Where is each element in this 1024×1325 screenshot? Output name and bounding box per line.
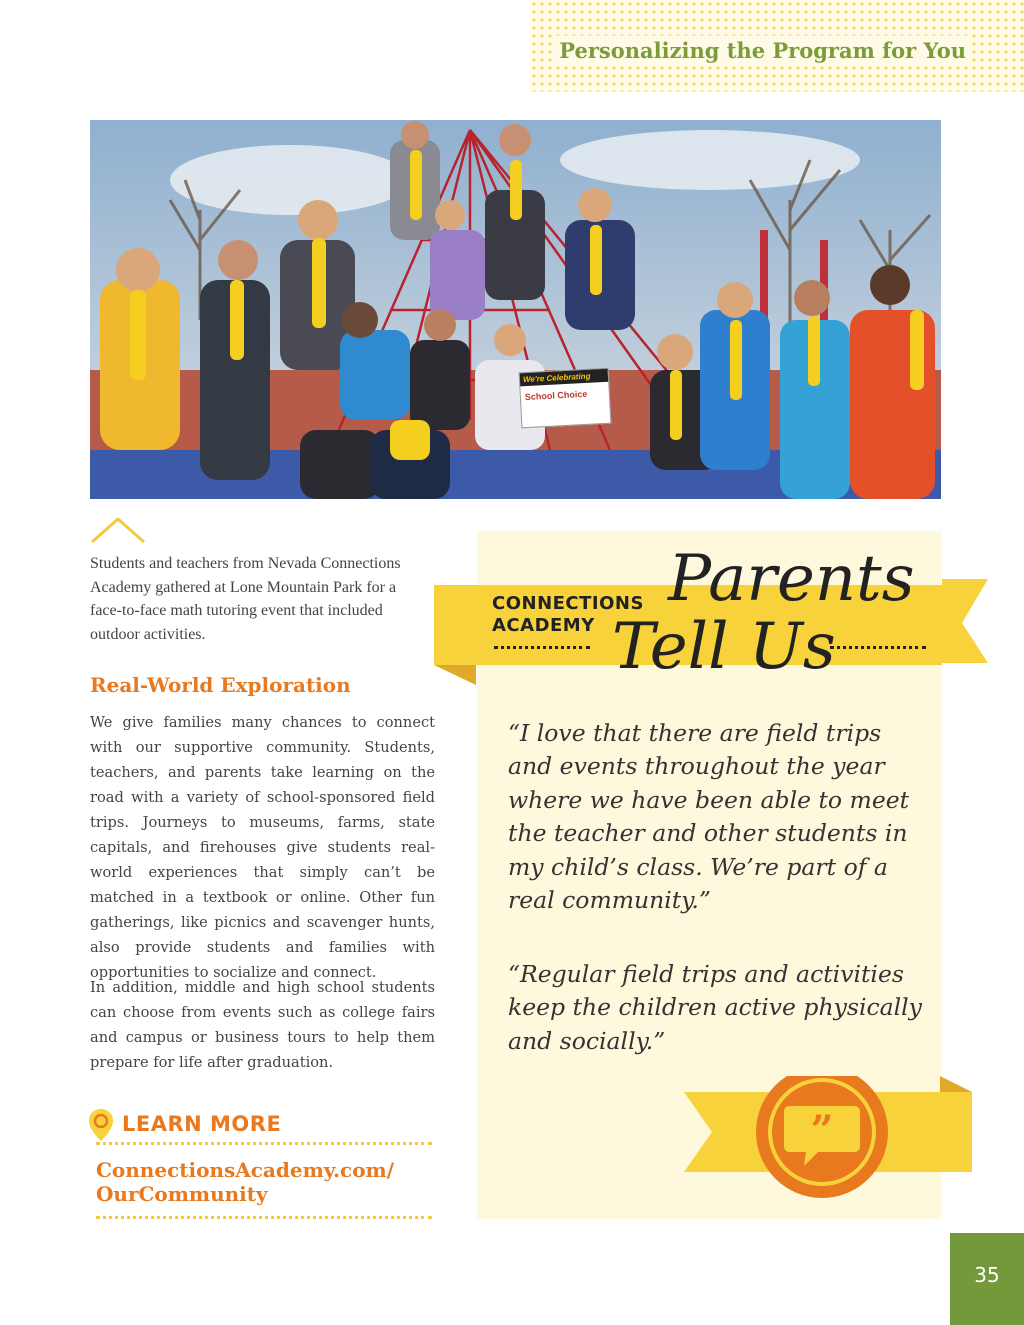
page-number: 35 bbox=[974, 1263, 1000, 1287]
body-paragraph-2: In addition, middle and high school students can choose from events such as college fairs and campus or business tours to help them prepare for life after graduation. bbox=[90, 979, 435, 1071]
sign-line-2: School Choice bbox=[524, 388, 588, 403]
section-title: Personalizing the Program for You bbox=[553, 36, 972, 65]
section-heading: Real-World Exploration bbox=[90, 673, 351, 697]
dotted-divider bbox=[494, 646, 590, 649]
page-number-tab bbox=[950, 1233, 1024, 1325]
brand-line-1: CONNECTIONS bbox=[492, 593, 644, 614]
chevron-up-icon bbox=[90, 516, 146, 544]
learn-more-url-line-2[interactable]: OurCommunity bbox=[96, 1182, 268, 1206]
panel-title-line-2: Tell Us bbox=[612, 610, 836, 684]
sign-line-1: We're Celebrating bbox=[520, 369, 609, 387]
header-dot-band bbox=[530, 0, 1024, 92]
panel-title-line-1: Parents bbox=[668, 542, 915, 616]
learn-more-link[interactable] bbox=[96, 1158, 394, 1206]
group-photo bbox=[90, 120, 941, 499]
dotted-divider bbox=[96, 1142, 432, 1145]
celebration-sign bbox=[519, 368, 612, 429]
quote-ribbon bbox=[684, 1076, 974, 1200]
testimonial-quote-2: “Regular field trips and activities keep the children active physically and socially.” bbox=[508, 960, 922, 1055]
photo-illustration bbox=[90, 120, 941, 499]
photo-caption: Students and teachers from Nevada Connections Academy gathered at Lone Mountain Park for a face-to-face math tutoring event that included outdoor activities. bbox=[90, 555, 401, 643]
learn-more-label: LEARN MORE bbox=[122, 1112, 282, 1136]
testimonial-quote-1: “I love that there are field trips and events throughout the year where we have been able to meet the teacher and other students in my child’s class. We’re part of a real community.” bbox=[508, 719, 910, 915]
quote-mark-icon: ” bbox=[810, 1107, 834, 1154]
dotted-divider bbox=[830, 646, 926, 649]
body-paragraph-1: We give families many chances to connect with our supportive community. Students, teachers, and parents take learning on the road with a variety of school-sponsored field trips. Journeys to museums, farms, state capitals, and firehouses give students real-world experiences that simply can’t be matched in a textbook or online. Other fun gatherings, like picnics and scavenger hunts, also provide students and families with opportunities to socialize and connect. bbox=[90, 714, 435, 981]
learn-more-url-line-1[interactable]: ConnectionsAcademy.com/ bbox=[96, 1158, 395, 1182]
location-pin-icon bbox=[88, 1108, 114, 1142]
dotted-divider bbox=[96, 1216, 432, 1219]
brand-line-2: ACADEMY bbox=[492, 615, 595, 636]
